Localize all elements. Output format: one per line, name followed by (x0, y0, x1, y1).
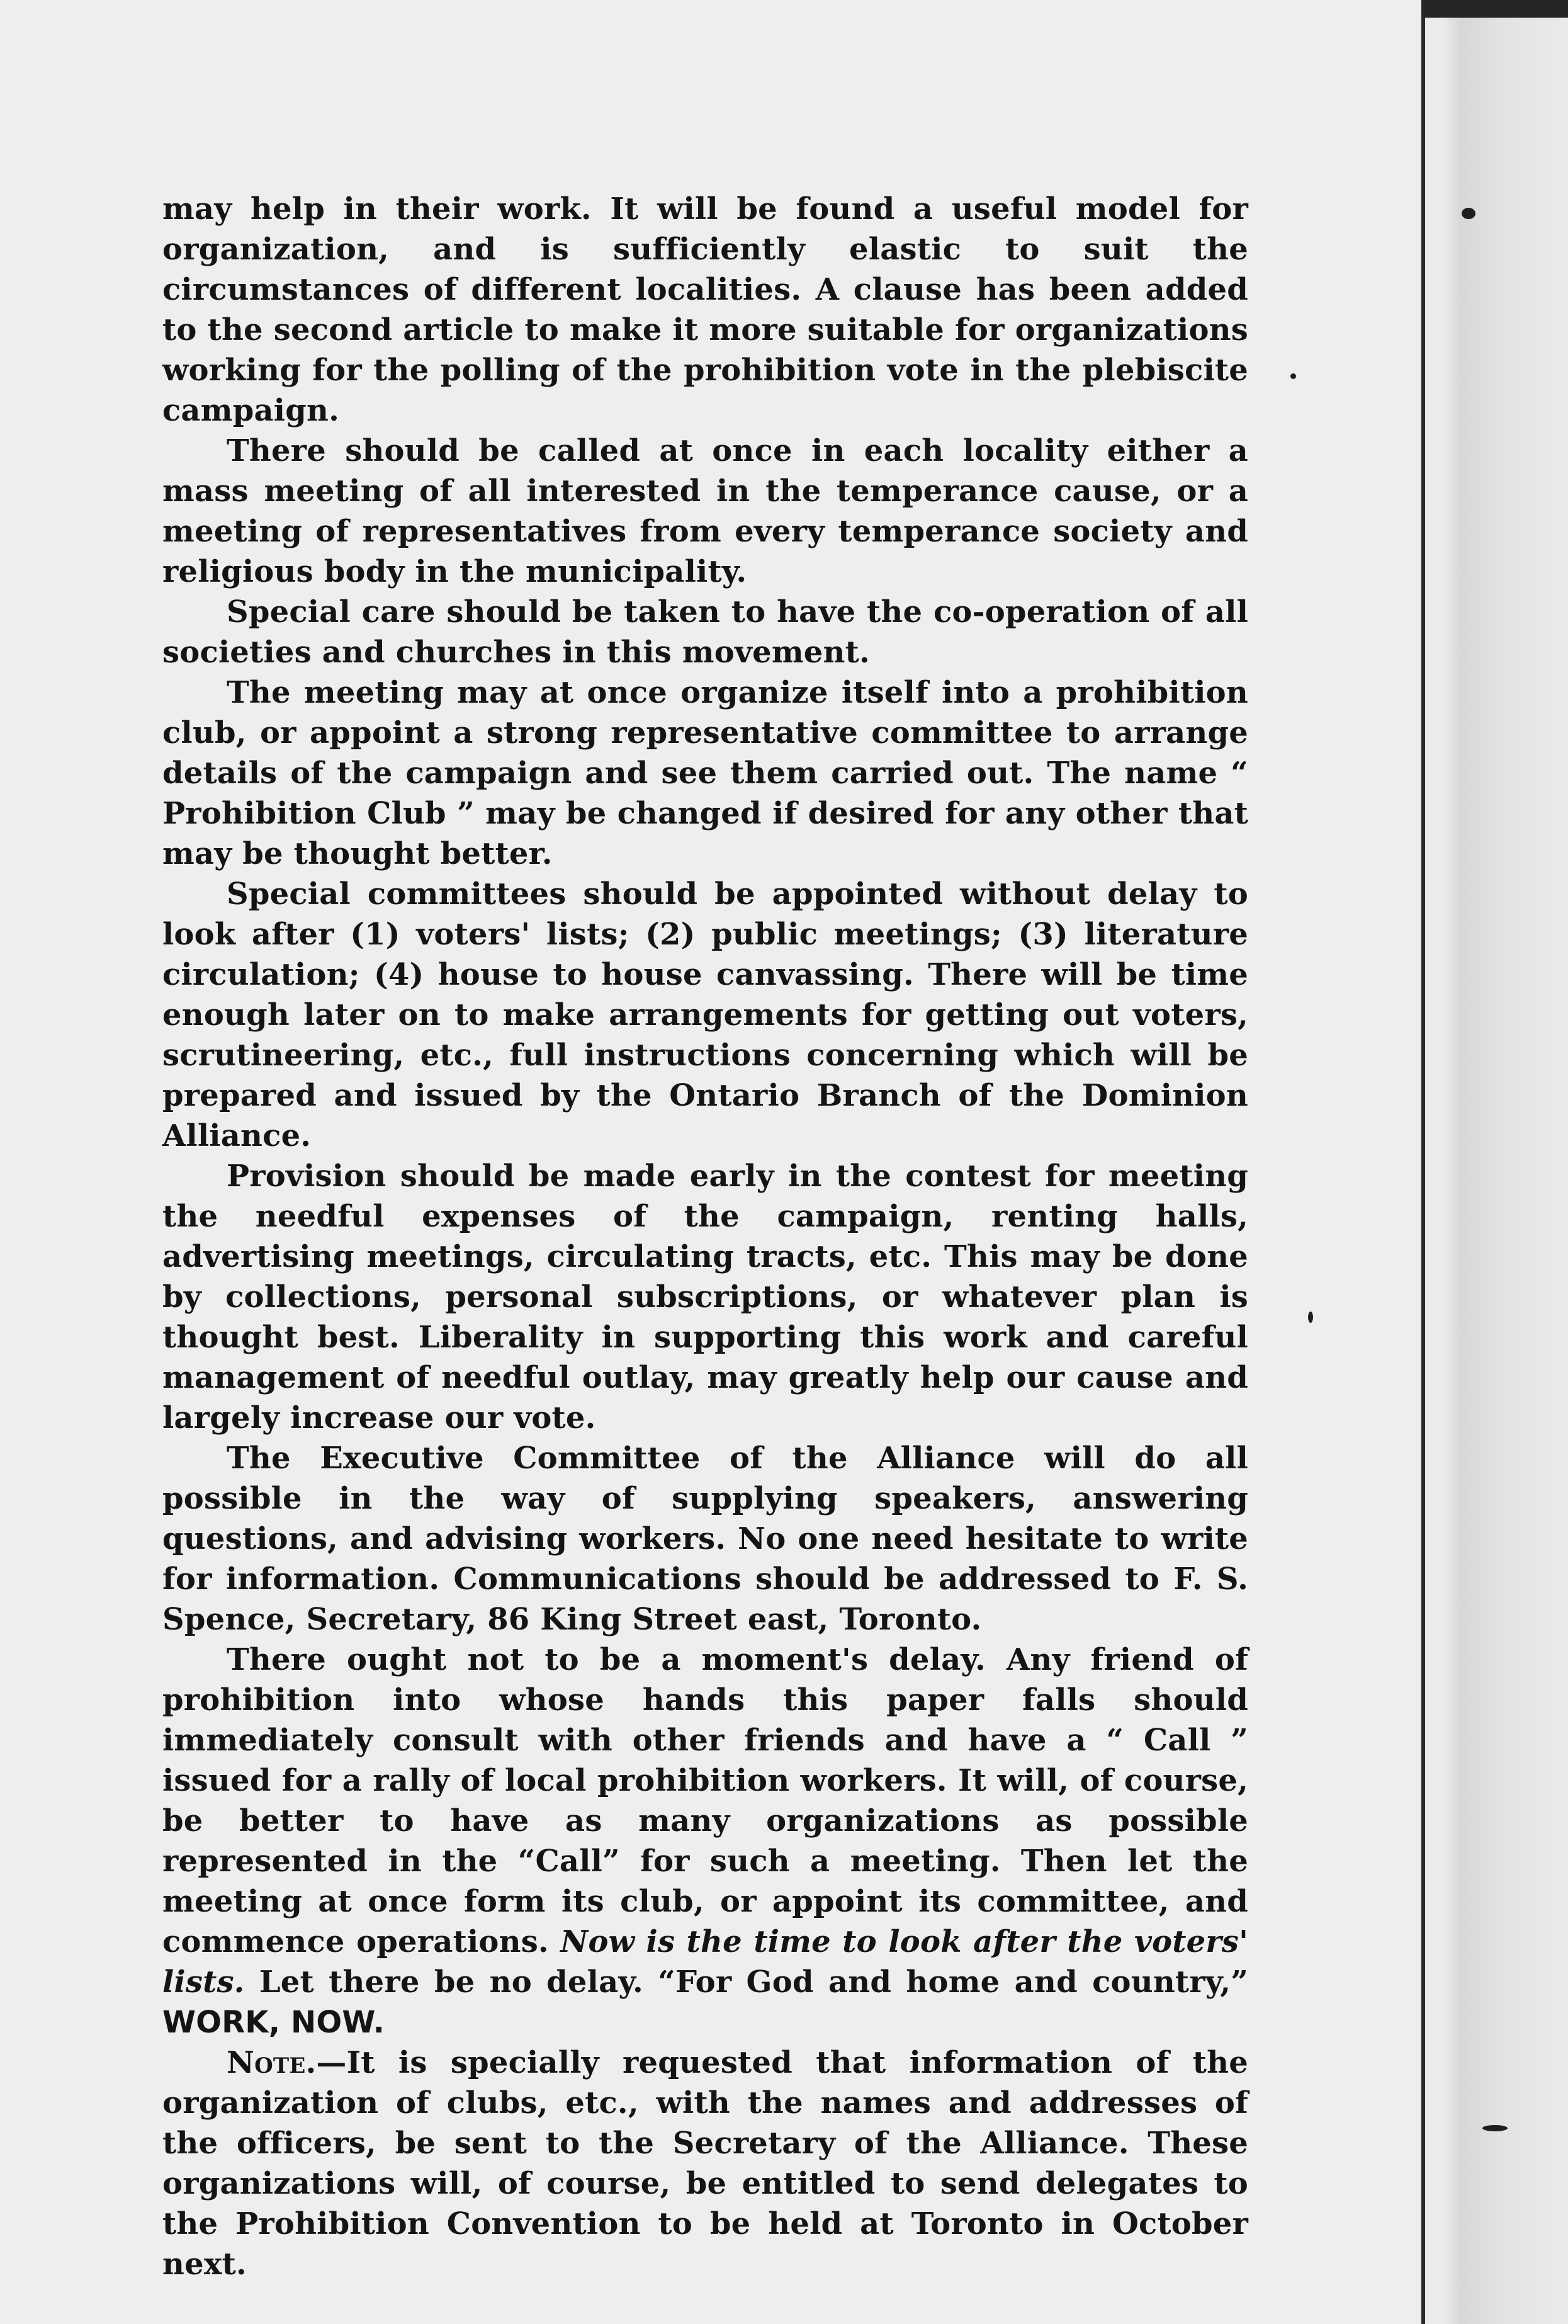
page-corner-mark (1421, 0, 1568, 18)
text-segment: There ought not to be a moment's delay. Any friend of prohibition into whose hands this paper falls should immediately consult with other friends and have a “ Call ” issued for a rally of local prohibition workers. It will, of course, be better to have as many organizations as possible represented in the “Call” for such a meeting. Then let the meeting at once form its club, or appoint its committee, and commence operations. (162, 1642, 1248, 1959)
text-segment: Note. (227, 2045, 317, 2080)
text-segment: Special committees should be appointed without delay to look after (1) voters' lists; (2) public meetings; (3) literature circulation; (4) house to house canvassing. There will be time enough later on to make arrangements for getting out voters, scrutineering, etc., full instructions concerning which will be prepared and issued by the Ontario Branch of the Dominion Alliance. (162, 876, 1248, 1153)
paragraph (162, 1156, 1248, 1438)
scan-speck (1482, 2125, 1508, 2131)
paragraph (162, 2043, 1248, 2284)
text-segment: Provision should be made early in the contest for meeting the needful expenses of the campaign, renting halls, advertising meetings, circulating tracts, etc. This may be done by collections, personal subscriptions, or whatever plan is thought best. Liberality in supporting this work and careful management of needful outlay, may greatly help our cause and largely increase our vote. (162, 1159, 1248, 1436)
text-segment: may help in their work. It will be found a useful model for organization, and is sufficiently elastic to suit the circumstances of different localities. A clause has been added to the second article to make it more suitable for organizations working for the polling of the prohibition vote in the plebiscite campaign. (162, 191, 1248, 428)
paragraph (162, 874, 1248, 1156)
paragraph (162, 1640, 1248, 2043)
text-segment: Let there be no delay. “For God and home and country,” (244, 1964, 1248, 2000)
paragraph (162, 189, 1248, 431)
text-segment: Special care should be taken to have the co-operation of all societies and churches in this movement. (162, 594, 1248, 670)
paragraph (162, 592, 1248, 672)
scan-speck (1462, 208, 1475, 219)
text-segment: Now is the time to look after the voters' lists. (162, 1924, 1248, 2000)
text-segment: —It is specially requested that information of the organization of clubs, etc., with the names and addresses of the officers, be sent to the Secretary of the Alliance. These organizations will, of course, be entitled to send delegates to the Prohibition Convention to be held at Toronto in October next. (162, 2045, 1248, 2282)
document-body (162, 189, 1248, 2284)
paragraph (162, 672, 1248, 874)
scan-speck (1290, 373, 1296, 379)
scan-speck (1308, 1312, 1313, 1323)
page-edge-line (1421, 0, 1425, 2324)
text-segment: There should be called at once in each locality either a mass meeting of all interested in the temperance cause, or a meeting of representatives from every temperance society and religious body in the municipality. (162, 433, 1248, 589)
text-segment: WORK, NOW. (162, 2005, 385, 2040)
page-edge-shadow (1423, 0, 1568, 2324)
paragraph (162, 431, 1248, 592)
text-segment: The Executive Committee of the Alliance will do all possible in the way of supplying speakers, answering questions, and advising workers. No one need hesitate to write for information. Communications should be addressed to F. S. Spence, Secretary, 86 King Street east, Toronto. (162, 1441, 1248, 1637)
paragraph (162, 1438, 1248, 1640)
text-segment: The meeting may at once organize itself into a prohibition club, or appoint a strong representative committee to arrange details of the campaign and see them carried out. The name “ Prohibition Club ” may be changed if desired for any other that may be thought better. (162, 675, 1248, 871)
